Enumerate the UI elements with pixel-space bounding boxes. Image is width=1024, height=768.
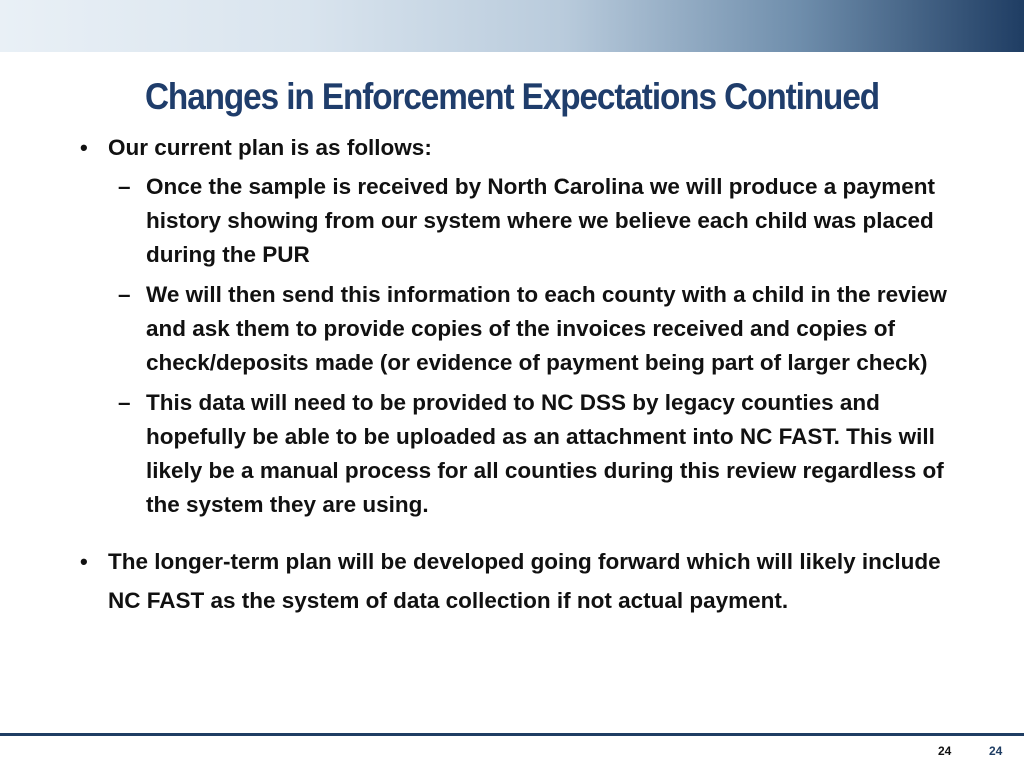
footer-rule: [0, 733, 1024, 736]
sub-bullet-item: [118, 170, 960, 272]
dash-icon: –: [118, 282, 131, 307]
bullet-item: [80, 131, 960, 165]
bullet-dot-icon: •: [80, 135, 88, 160]
bullet-text: Our current plan is as follows:: [108, 135, 432, 160]
slide-body: [80, 131, 960, 620]
page-number: 24: [938, 744, 952, 758]
sub-bullet-text: Once the sample is received by North Carolina we will produce a payment history showing from our system where we believe each child was placed during the PUR: [146, 174, 935, 267]
sub-bullet-item: [118, 386, 960, 522]
dash-icon: –: [118, 174, 131, 199]
bullet-text: The longer-term plan will be developed going forward which will likely include NC FAST as the system of data collection if not actual payment.: [108, 549, 941, 613]
sub-bullet-list: [80, 170, 960, 522]
bullet-dot-icon: •: [80, 549, 88, 574]
sub-bullet-text: This data will need to be provided to NC DSS by legacy counties and hopefully be able to be uploaded as an attachment into NC FAST. This will likely be a manual process for all counties during this review regardless of the system they are using.: [146, 390, 944, 517]
dash-icon: –: [118, 390, 131, 415]
slide-number: 24: [989, 744, 1003, 758]
sub-bullet-text: We will then send this information to each county with a child in the review and ask them to provide copies of the invoices received and copies of check/deposits made (or evidence of payment being part of larger check): [146, 282, 947, 375]
header-gradient-band: [0, 0, 1024, 52]
slide-title: Changes in Enforcement Expectations Continued: [144, 76, 880, 117]
bullet-item: [80, 542, 960, 620]
spacer: [80, 528, 960, 542]
sub-bullet-item: [118, 278, 960, 380]
